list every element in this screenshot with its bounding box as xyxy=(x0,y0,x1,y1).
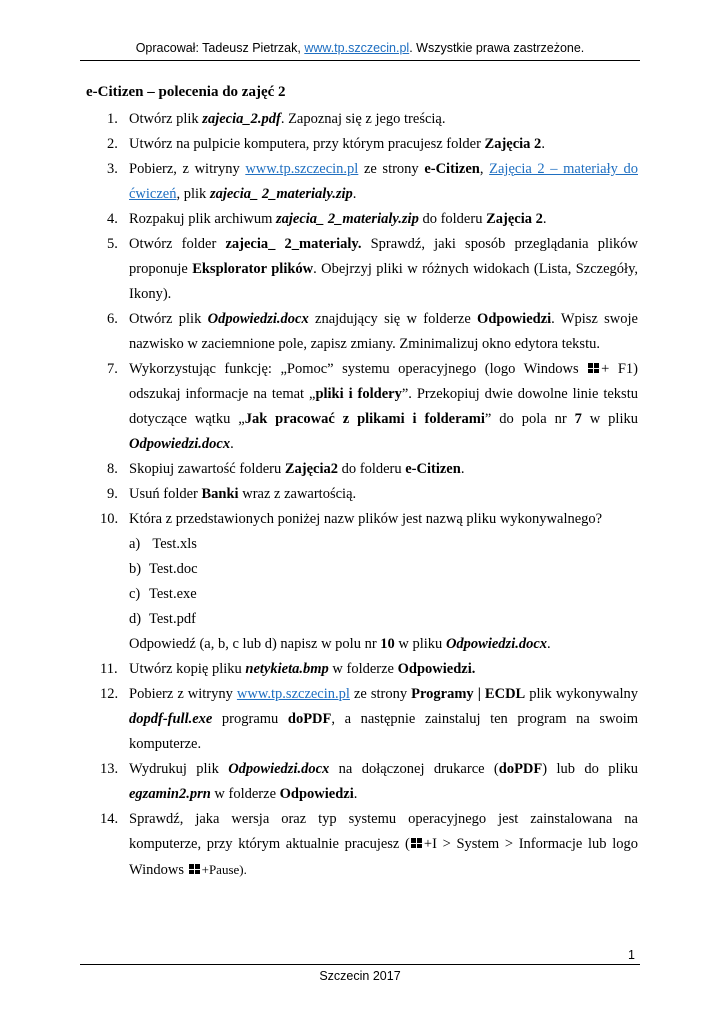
header-divider xyxy=(80,60,640,61)
list-item: 5. Otwórz folder zajecia_ 2_materialy. Sprawdź, jaki sposób przeglądania plików proponuje Eksplorator plików. Obejrzyj pliki w różnych widokach (Lista, Szczegóły, Ikony). xyxy=(107,236,639,302)
list-item: 7. Wykorzystując funkcję: „Pomoc” systemu operacyjnego (logo Windows + F1) odszukaj informacje na temat „pliki i foldery”. Przekopiuj dwie dowolne linie tekstu dotyczące wątku „Jak pracować z plikami i folderami” do pola nr 7 w pliku Odpowiedzi.docx. xyxy=(107,361,638,452)
list-item: 14. Sprawdź, jaka wersja oraz typ systemu operacyjnego jest zainstalowana na komputerze, przy którym aktualnie pracujesz ( +I > System > Informacje lub logo Windows +Pause). xyxy=(100,811,639,878)
windows-logo-icon xyxy=(189,864,201,875)
list-item: 12. Pobierz z witryny www.tp.szczecin.pl ze strony Programy | ECDL plik wykonywalny dopdf-full.exe programu doPDF, a następnie zainstaluj ten program na swoim komputerze. xyxy=(100,686,639,752)
list-item: 9. Usuń folder Banki wraz z zawartością. xyxy=(107,486,357,502)
list-item: 8. Skopiuj zawartość folderu Zajęcia2 do folderu e-Citizen. xyxy=(107,461,465,477)
list-item: 3. Pobierz, z witryny www.tp.szczecin.pl ze strony e-Citizen, Zajęcia 2 – materiały do ćwiczeń, plik zajecia_ 2_materialy.zip. xyxy=(107,161,638,202)
list-item: 10. Która z przedstawionych poniżej nazw plików jest nazwą pliku wykonywalnego? xyxy=(100,511,603,527)
answer-option: a) Test.xls xyxy=(129,536,197,552)
header-link[interactable]: www.tp.szczecin.pl xyxy=(304,41,410,55)
answer-option: d) Test.pdf xyxy=(129,611,196,627)
answer-option: c) Test.exe xyxy=(129,586,197,602)
list-item: 4. Rozpakuj plik archiwum zajecia_ 2_materialy.zip do folderu Zajęcia 2. xyxy=(107,211,547,227)
page-number: 1 xyxy=(628,948,635,962)
site-link[interactable]: www.tp.szczecin.pl xyxy=(245,161,359,177)
list-item: 13. Wydrukuj plik Odpowiedzi.docx na dołączonej drukarce (doPDF) lub do pliku egzamin2.prn w folderze Odpowiedzi. xyxy=(100,761,639,802)
answer-option: b) Test.doc xyxy=(129,561,198,577)
list-item: 1. Otwórz plik zajecia_2.pdf. Zapoznaj się z jego treścią. xyxy=(107,111,446,127)
windows-logo-icon xyxy=(588,363,600,374)
document-title: e-Citizen – polecenia do zajęć 2 xyxy=(86,84,286,100)
page-header xyxy=(80,41,640,55)
footer-divider xyxy=(80,964,640,965)
list-item: 11. Utwórz kopię pliku netykieta.bmp w folderze Odpowiedzi. xyxy=(100,661,476,677)
list-item: 6. Otwórz plik Odpowiedzi.docx znajdujący się w folderze Odpowiedzi. Wpisz swoje nazwisko w zaciemnione pole, zapisz zmiany. Zminimalizuj okno edytora tekstu. xyxy=(107,311,638,352)
task-list xyxy=(86,107,638,883)
site-link[interactable]: www.tp.szczecin.pl xyxy=(236,686,350,702)
answer-instruction: Odpowiedź (a, b, c lub d) napisz w polu nr 10 w pliku Odpowiedzi.docx. xyxy=(129,636,551,652)
page-footer: Szczecin 2017 xyxy=(319,969,401,983)
windows-logo-icon xyxy=(411,838,423,849)
materials-link[interactable]: Zajęcia 2 – materiały do ćwiczeń xyxy=(129,161,638,202)
header-author: Opracował: Tadeusz Pietrzak, xyxy=(135,41,305,55)
header-copyright: . Wszystkie prawa zastrzeżone. xyxy=(409,41,585,55)
list-item: 2. Utwórz na pulpicie komputera, przy którym pracujesz folder Zajęcia 2. xyxy=(107,136,545,152)
